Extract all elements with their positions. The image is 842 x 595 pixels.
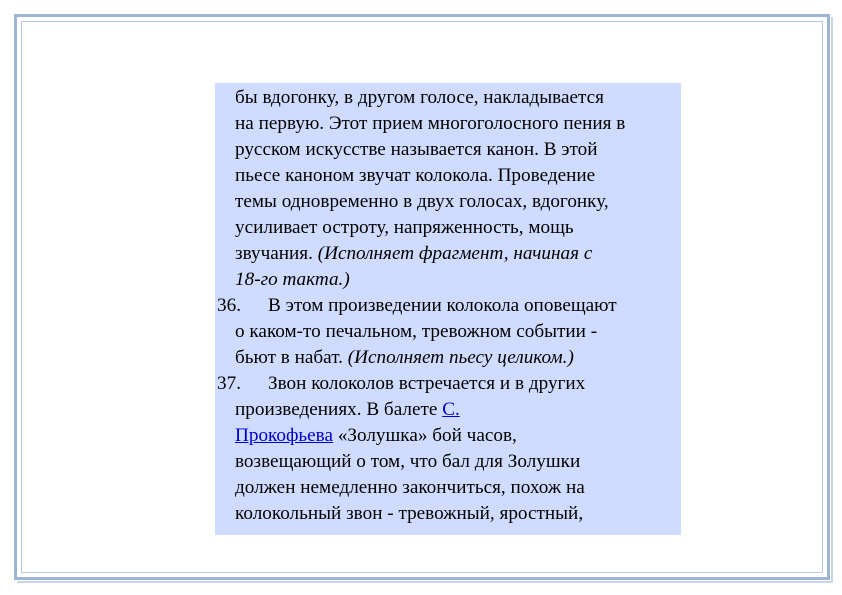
prokofiev-link[interactable]: Прокофьева [235, 425, 334, 446]
text-line: темы одновременно в двух голосах, вдогонку, [235, 191, 609, 212]
text-block [215, 83, 681, 535]
text-line: Прокофьева «Золушка» бой часов, [235, 425, 517, 446]
italic-remark: (Исполняет фрагмент, начиная с [317, 243, 593, 264]
text-line: должен немедленно закончиться, похож на [235, 477, 585, 498]
text-line [215, 267, 681, 293]
text-line: русском искусстве называется канон. В этой [235, 139, 598, 160]
text-line: пьесе каноном звучат колокола. Проведение [235, 165, 596, 186]
list-item-37: 37. Звон колоколов встречается и в других [215, 371, 681, 397]
list-item-36: 36. В этом произведении колокола оповещают [215, 293, 681, 319]
text-line: бьют в набат. (Исполняет пьесу целиком.) [235, 347, 574, 368]
text-line: бы вдогонку, в другом голосе, накладывается [235, 87, 604, 108]
text-line: звучания. (Исполняет фрагмент, начиная с [235, 243, 593, 264]
text-line: о каком-то печальном, тревожном событии - [235, 321, 598, 342]
text-line: произведениях. В балете С. [235, 399, 460, 420]
item-number: 36. [217, 295, 241, 316]
italic-remark: 18-го такта.) [235, 269, 350, 290]
prokofiev-link[interactable]: С. [442, 399, 460, 420]
text-line: на первую. Этот прием многоголосного пения в [235, 113, 626, 134]
italic-remark: (Исполняет пьесу целиком.) [347, 347, 574, 368]
text-line: колокольный звон - тревожный, яростный, [235, 503, 584, 524]
text-line: возвещающий о том, что бал для Золушки [235, 451, 581, 472]
item-number: 37. [217, 373, 241, 394]
text-line: усиливает остроту, напряженность, мощь [235, 217, 574, 238]
